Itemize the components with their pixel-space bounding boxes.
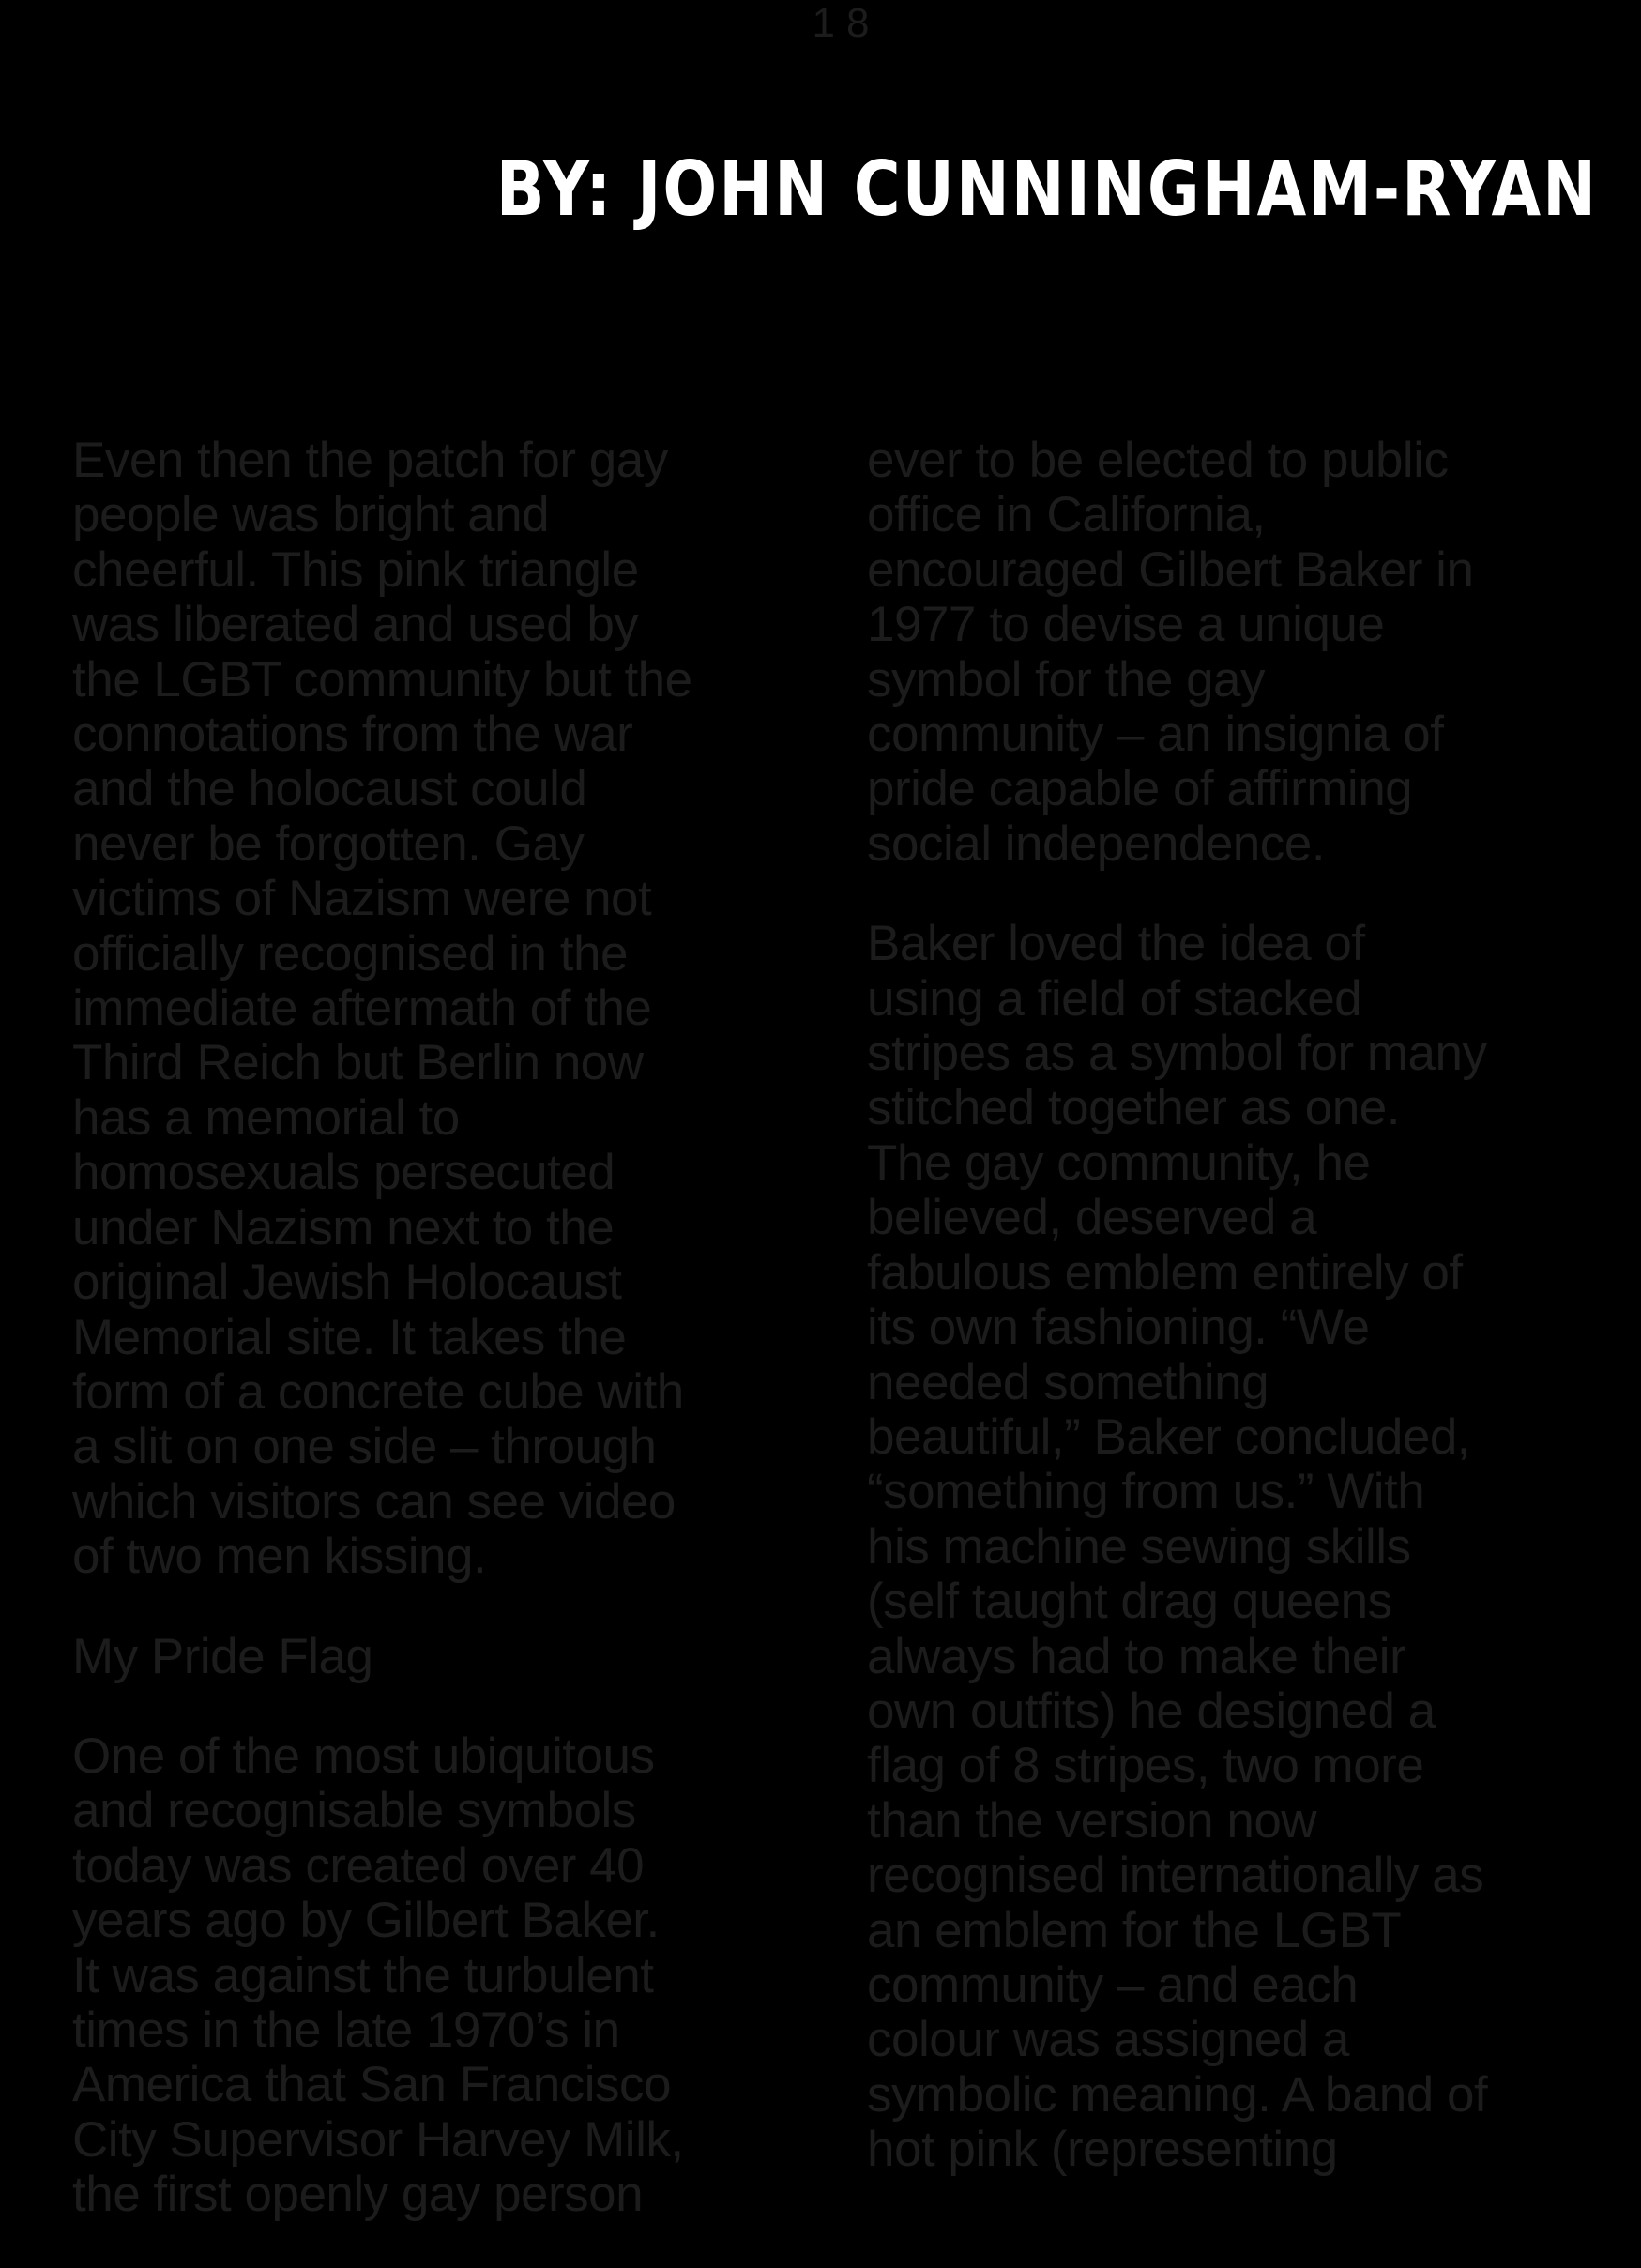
page-number: 18 bbox=[812, 0, 881, 46]
text-line: always had to make their bbox=[867, 1628, 1406, 1684]
article-paragraph bbox=[867, 434, 1608, 872]
text-line: homosexuals persecuted bbox=[72, 1145, 615, 1201]
text-line: officially recognised in the bbox=[72, 925, 628, 982]
text-line: has a memorial to bbox=[72, 1089, 460, 1146]
text-line: needed something bbox=[867, 1354, 1269, 1410]
text-line: symbolic meaning. A band of bbox=[867, 2066, 1488, 2123]
text-line: One of the most ubiquitous bbox=[72, 1728, 655, 1784]
text-line: never be forgotten. Gay bbox=[72, 815, 585, 872]
text-line: of two men kissing. bbox=[72, 1529, 487, 1585]
text-line: his machine sewing skills bbox=[867, 1518, 1411, 1575]
text-line: immediate aftermath of the bbox=[72, 981, 652, 1037]
text-line: It was against the turbulent bbox=[72, 1947, 654, 2003]
text-line: community – an insignia of bbox=[867, 707, 1444, 763]
text-line: and recognisable symbols bbox=[72, 1783, 636, 1839]
text-line: stitched together as one. bbox=[867, 1080, 1400, 1136]
text-line: a slit on one side – through bbox=[72, 1419, 657, 1475]
article-column-left bbox=[72, 434, 804, 2268]
article-column-right bbox=[867, 434, 1608, 2223]
text-line: encouraged Gilbert Baker in bbox=[867, 541, 1474, 598]
text-line: the first openly gay person bbox=[72, 2167, 644, 2223]
text-line: today was created over 40 bbox=[72, 1837, 645, 1894]
text-line: times in the late 1970’s in bbox=[72, 2002, 620, 2058]
text-line: The gay community, he bbox=[867, 1134, 1371, 1191]
text-line: cheerful. This pink triangle bbox=[72, 541, 639, 598]
text-line: colour was assigned a bbox=[867, 2012, 1349, 2068]
text-line: Memorial site. It takes the bbox=[72, 1309, 627, 1365]
text-line: beautiful,” Baker concluded, bbox=[867, 1408, 1471, 1465]
text-line: (self taught drag queens bbox=[867, 1574, 1392, 1630]
text-line: an emblem for the LGBT bbox=[867, 1902, 1402, 1958]
text-line: Even then the patch for gay bbox=[72, 433, 668, 488]
text-line: social independence. bbox=[867, 815, 1325, 872]
author-byline: BY: JOHN CUNNINGHAM-RYAN bbox=[495, 145, 1598, 235]
text-line: My Pride Flag bbox=[72, 1628, 373, 1684]
article-paragraph bbox=[72, 434, 804, 1585]
text-line: was liberated and used by bbox=[72, 597, 639, 653]
text-line: America that San Francisco bbox=[72, 2057, 671, 2113]
text-line: ever to be elected to public bbox=[867, 433, 1449, 488]
text-line: believed, deserved a bbox=[867, 1190, 1317, 1246]
text-line: connotations from the war bbox=[72, 707, 633, 763]
text-line: stripes as a symbol for many bbox=[867, 1026, 1487, 1082]
text-line: “something from us.” With bbox=[867, 1464, 1425, 1520]
text-line: City Supervisor Harvey Milk, bbox=[72, 2111, 684, 2168]
text-line: using a field of stacked bbox=[867, 970, 1362, 1027]
text-line: and the holocaust could bbox=[72, 761, 587, 817]
text-line: original Jewish Holocaust bbox=[72, 1255, 622, 1311]
text-line: under Nazism next to the bbox=[72, 1199, 615, 1256]
text-line: community – and each bbox=[867, 1956, 1359, 2013]
text-line: office in California, bbox=[867, 487, 1266, 543]
text-line: pride capable of affirming bbox=[867, 761, 1413, 817]
text-line: own outfits) he designed a bbox=[867, 1682, 1436, 1739]
text-line: which visitors can see video bbox=[72, 1473, 676, 1530]
text-line: years ago by Gilbert Baker. bbox=[72, 1893, 660, 1949]
text-line: the LGBT community but the bbox=[72, 651, 692, 708]
text-line: symbol for the gay bbox=[867, 651, 1266, 708]
text-line: 1977 to devise a unique bbox=[867, 597, 1385, 653]
text-line: victims of Nazism were not bbox=[72, 871, 652, 927]
text-line: flag of 8 stripes, two more bbox=[867, 1738, 1424, 1794]
text-line: form of a concrete cube with bbox=[72, 1363, 684, 1420]
text-line: its own fashioning. “We bbox=[867, 1300, 1370, 1356]
text-line: Third Reich but Berlin now bbox=[72, 1035, 644, 1091]
text-line: people was bright and bbox=[72, 487, 550, 543]
text-line: hot pink (representing bbox=[867, 2122, 1338, 2178]
article-paragraph bbox=[72, 1729, 804, 2223]
text-line: Baker loved the idea of bbox=[867, 916, 1365, 972]
text-line: fabulous emblem entirely of bbox=[867, 1244, 1463, 1301]
article-paragraph bbox=[867, 917, 1608, 2177]
article-paragraph bbox=[72, 1630, 804, 1684]
text-line: than the version now bbox=[867, 1792, 1317, 1849]
text-line: recognised internationally as bbox=[867, 1848, 1484, 1904]
